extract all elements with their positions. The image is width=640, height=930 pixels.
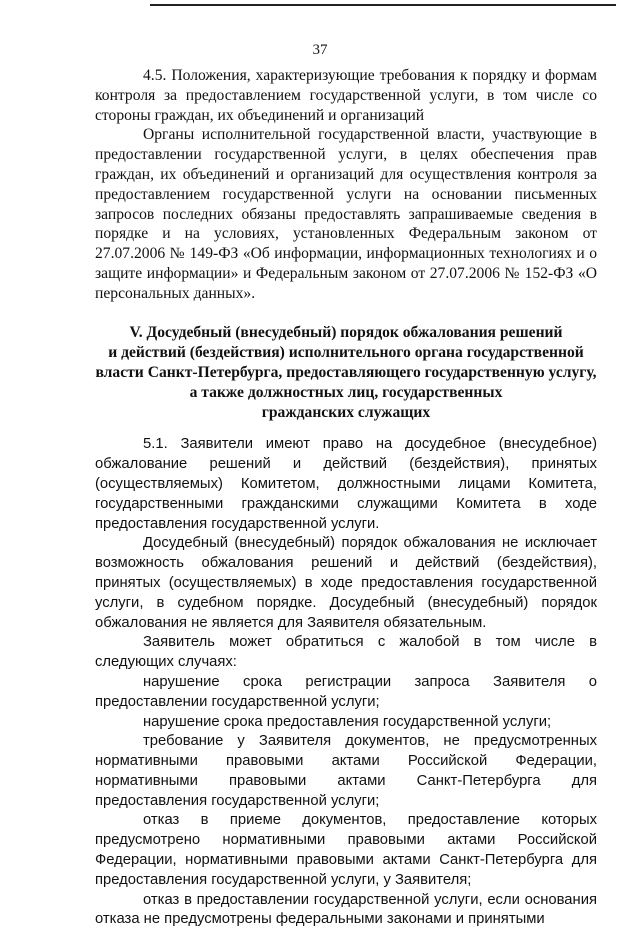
page-number: 37 xyxy=(312,42,328,58)
document-body xyxy=(95,66,597,930)
top-rule xyxy=(150,4,616,6)
paragraph-5-1: 5.1. Заявители имеют право на досудебное (внесудебное) обжалование решений и действий (бездействия), принятых (осуществляемых) Комитетом, должностными лицами Комитета, государственными гражданскими служащими Комитета в ходе предоставления государственной услуги. xyxy=(95,436,597,532)
heading-line: а также должностных лиц, государственных xyxy=(189,383,503,401)
heading-line: власти Санкт-Петербурга, предоставляющего государственную услугу, xyxy=(95,363,597,381)
section-4-5-title: 4.5. Положения, характеризующие требования к порядку и формам контроля за предоставлением государственной услуги, в том числе со стороны граждан, их объединений и организаций xyxy=(95,67,597,124)
case-extra-documents: требование у Заявителя документов, не предусмотренных нормативными правовыми актами Российской Федерации, нормативными правовыми актами Санкт-Петербурга для предоставления государственной услуги; xyxy=(95,733,597,809)
case-registration-delay: нарушение срока регистрации запроса Заявителя о предоставлении государственной услуги; xyxy=(95,673,597,710)
section-4-5-paragraph: Органы исполнительной государственной власти, участвующие в предоставлении государственной услуги, в целях обеспечения прав граждан, их объединений и организаций для осуществления контроля за предоставлением государственной услуги на основании письменных запросов последних обязаны предоставлять запрашиваемые сведения в порядке и на условиях, установленных Федеральным законом от 27.07.2006 № 149-ФЗ «Об информации, информационных технологиях и о защите информации» и Федеральным законом от 27.07.2006 № 152-ФЗ «О персональных данных». xyxy=(95,126,597,302)
paragraph-complaint-cases: Заявитель может обратиться с жалобой в том числе в следующих случаях: xyxy=(95,634,597,671)
case-service-refusal: отказ в предоставлении государственной услуги, если основания отказа не предусмотрены федеральными законами и принятыми xyxy=(95,891,597,928)
heading-line: V. Досудебный (внесудебный) порядок обжалования решений xyxy=(129,324,563,342)
paragraph-pre-trial-order: Досудебный (внесудебный) порядок обжалования не исключает возможность обжалования решений и действий (бездействия), принятых (осуществляемых) в ходе предоставления государственной услуги, в судебном порядке. Досудебный (внесудебный) порядок обжалования не является для Заявителя обязательным. xyxy=(95,535,597,631)
case-service-delay: нарушение срока предоставления государственной услуги; xyxy=(143,713,552,730)
heading-line: гражданских служащих xyxy=(261,403,431,421)
section-5-heading xyxy=(95,323,597,422)
case-document-refusal: отказ в приеме документов, предоставление которых предусмотрено нормативными правовыми актами Российской Федерации, нормативными правовыми актами Санкт-Петербурга для предоставления государственной услуги, у Заявителя; xyxy=(95,812,597,888)
heading-line: и действий (бездействия) исполнительного органа государственной xyxy=(108,344,584,362)
